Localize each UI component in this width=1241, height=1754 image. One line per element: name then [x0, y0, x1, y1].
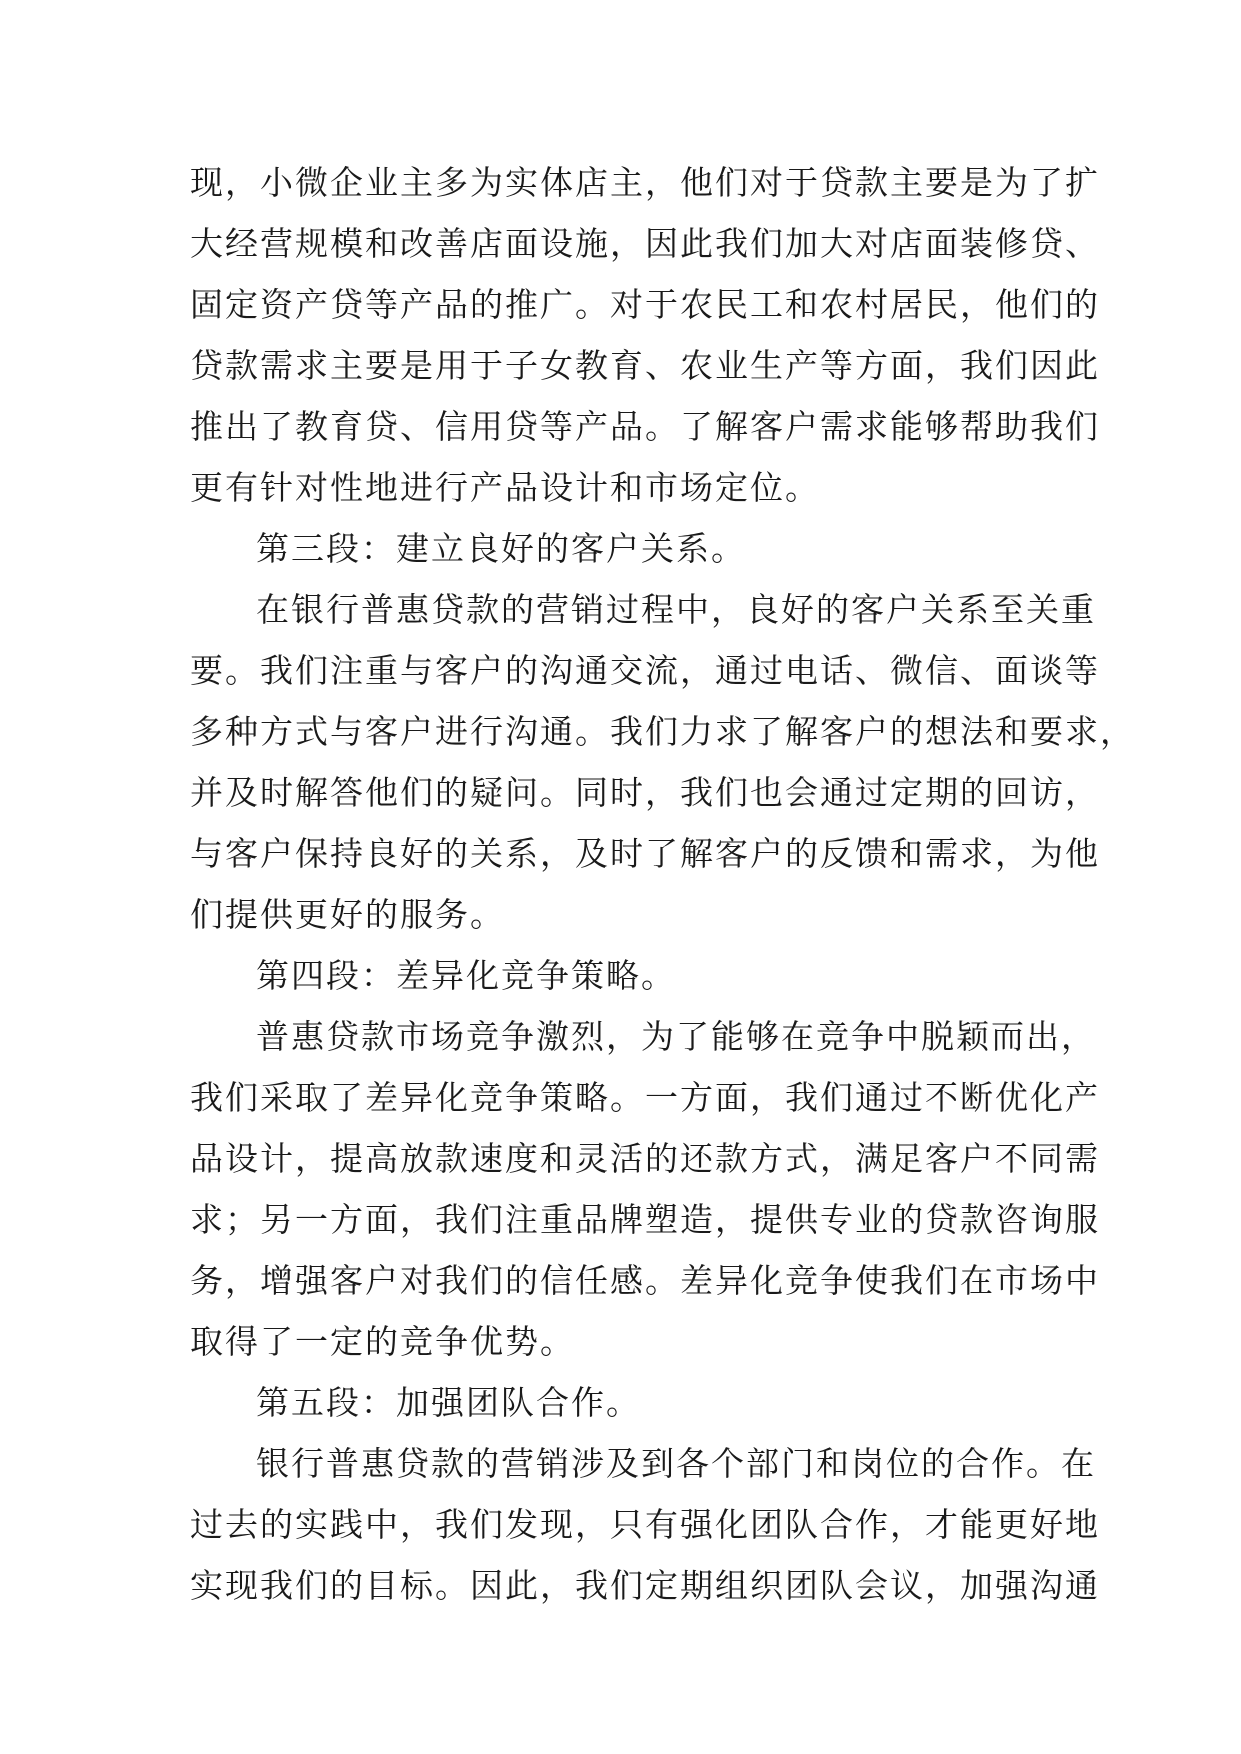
section-heading-text: 第四段：差异化竞争策略。 [256, 956, 676, 995]
document-body [190, 152, 1135, 1616]
section-heading-text: 第三段：建立良好的客户关系。 [256, 529, 746, 568]
text-line: 大经营规模和改善店面设施，因此我们加大对店面装修贷、 [190, 224, 1100, 263]
section-heading-text: 第五段：加强团队合作。 [256, 1383, 641, 1422]
paragraph-differentiation [190, 1006, 1100, 1372]
paragraph-customer-relations [190, 579, 1135, 945]
text-line: 们提供更好的服务。 [190, 895, 505, 934]
text-line: 银行普惠贷款的营销涉及到各个部门和岗位的合作。在 [256, 1444, 1096, 1483]
text-line: 多种方式与客户进行沟通。我们力求了解客户的想法和要求， [190, 712, 1135, 751]
text-line: 要。我们注重与客户的沟通交流，通过电话、微信、面谈等 [190, 651, 1100, 690]
text-line: 推出了教育贷、信用贷等产品。了解客户需求能够帮助我们 [190, 407, 1100, 446]
text-line: 求；另一方面，我们注重品牌塑造，提供专业的贷款咨询服 [190, 1200, 1100, 1239]
text-line: 更有针对性地进行产品设计和市场定位。 [190, 468, 820, 507]
text-line: 并及时解答他们的疑问。同时，我们也会通过定期的回访， [190, 773, 1100, 812]
text-line: 在银行普惠贷款的营销过程中，良好的客户关系至关重 [256, 590, 1096, 629]
section-heading-3 [190, 518, 1050, 579]
text-line: 过去的实践中，我们发现，只有强化团队合作，才能更好地 [190, 1505, 1100, 1544]
section-heading-4 [190, 945, 1050, 1006]
text-line: 我们采取了差异化竞争策略。一方面，我们通过不断优化产 [190, 1078, 1100, 1117]
paragraph-teamwork [190, 1433, 1100, 1616]
paragraph-continuation [190, 152, 1100, 518]
text-line: 固定资产贷等产品的推广。对于农民工和农村居民，他们的 [190, 285, 1100, 324]
text-line: 与客户保持良好的关系，及时了解客户的反馈和需求，为他 [190, 834, 1100, 873]
section-heading-5 [190, 1372, 1050, 1433]
text-line: 普惠贷款市场竞争激烈，为了能够在竞争中脱颖而出， [256, 1017, 1096, 1056]
text-line: 务，增强客户对我们的信任感。差异化竞争使我们在市场中 [190, 1261, 1100, 1300]
text-line: 贷款需求主要是用于子女教育、农业生产等方面，我们因此 [190, 346, 1100, 385]
text-line: 取得了一定的竞争优势。 [190, 1322, 575, 1361]
text-line: 现，小微企业主多为实体店主，他们对于贷款主要是为了扩 [190, 163, 1100, 202]
text-line: 品设计，提高放款速度和灵活的还款方式，满足客户不同需 [190, 1139, 1100, 1178]
text-line: 实现我们的目标。因此，我们定期组织团队会议，加强沟通 [190, 1566, 1100, 1605]
